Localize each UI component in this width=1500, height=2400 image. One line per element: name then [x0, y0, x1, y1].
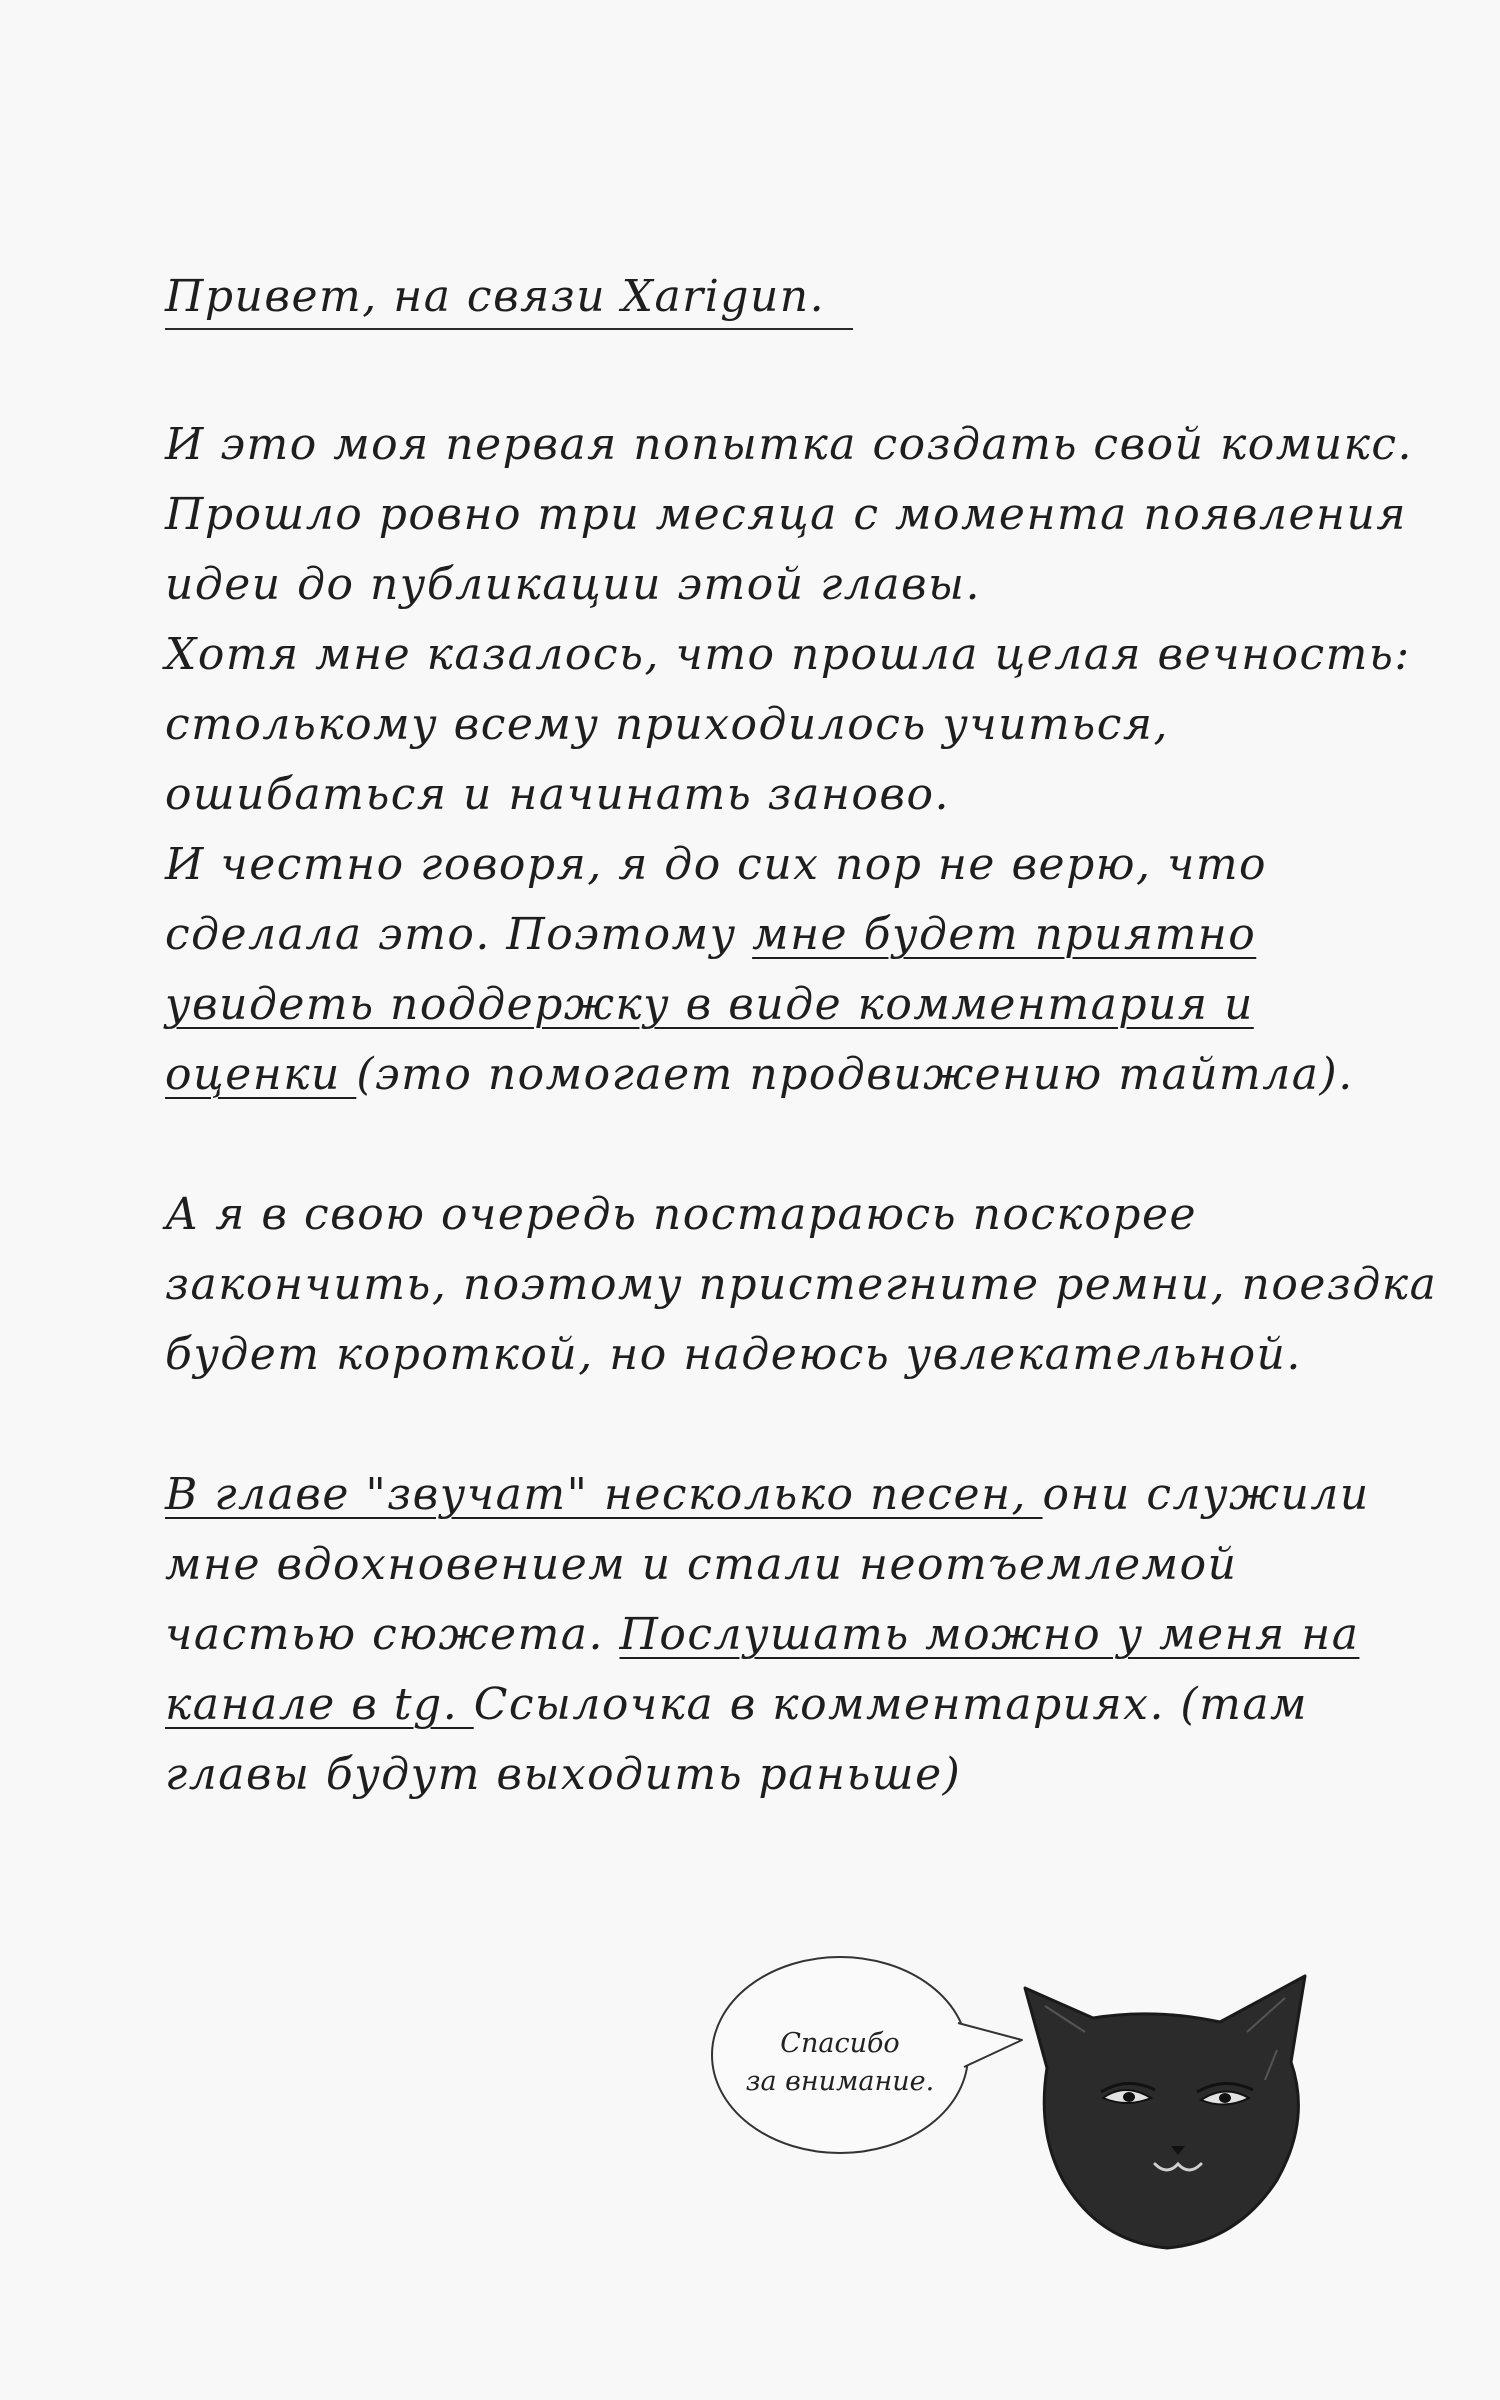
intro-line: ошибаться и начинать заново.	[165, 769, 950, 820]
thank-you-line: за внимание.	[745, 2066, 935, 2097]
promise-line: будет короткой, но надеюсь увлекательной.	[165, 1329, 1302, 1380]
listen-highlight: канале в tg.	[165, 1679, 474, 1730]
promise-line: закончить, поэтому пристегните ремни, поездка	[165, 1259, 1438, 1310]
songs-text: они служили	[1042, 1469, 1370, 1520]
listen-highlight: Послушать можно у меня на	[619, 1609, 1360, 1660]
intro-line: столькому всему приходилось учиться,	[165, 699, 1169, 750]
greeting-heading-text: Привет, на связи Xarigun.	[165, 266, 853, 330]
songs-line	[165, 1460, 1385, 1530]
support-request-highlight: оценки	[165, 1049, 357, 1100]
intro-line	[165, 1040, 1385, 1110]
songs-text: Ссылочка в комментариях. (там	[473, 1679, 1309, 1730]
intro-line: Хотя мне казалось, что прошла целая вечность:	[165, 629, 1411, 680]
intro-text: сделала это. Поэтому	[165, 909, 753, 960]
intro-line: идеи до публикации этой главы.	[165, 559, 981, 610]
thank-you-line: Спасибо	[780, 2028, 900, 2059]
intro-line: И это моя первая попытка создать свой комикс.	[165, 419, 1413, 470]
support-request-highlight: увидеть поддержку в виде комментария и	[165, 979, 1254, 1030]
intro-paragraph	[165, 410, 1413, 1110]
songs-text: частью сюжета.	[165, 1609, 620, 1660]
songs-line	[165, 1600, 1385, 1670]
greeting-heading	[165, 262, 1385, 332]
thank-you-text	[715, 2025, 965, 2101]
songs-highlight: В главе "звучат" несколько песен,	[165, 1469, 1043, 1520]
intro-line: И честно говоря, я до сих пор не верю, что	[165, 839, 1268, 890]
songs-line: мне вдохновением и стали неотъемлемой	[165, 1539, 1238, 1590]
intro-line	[165, 900, 1385, 970]
songs-paragraph	[165, 1460, 1385, 1810]
intro-line: Прошло ровно три месяца с момента появления	[165, 489, 1407, 540]
support-request-highlight: мне будет приятно	[752, 909, 1257, 960]
black-cat-face-icon	[1015, 1970, 1315, 2270]
promise-paragraph	[165, 1180, 1438, 1390]
songs-line: главы будут выходить раньше)	[165, 1749, 962, 1800]
intro-text: (это помогает продвижению тайтла).	[356, 1049, 1354, 1100]
promise-line: А я в свою очередь постараюсь поскорее	[165, 1189, 1198, 1240]
songs-line	[165, 1670, 1385, 1740]
